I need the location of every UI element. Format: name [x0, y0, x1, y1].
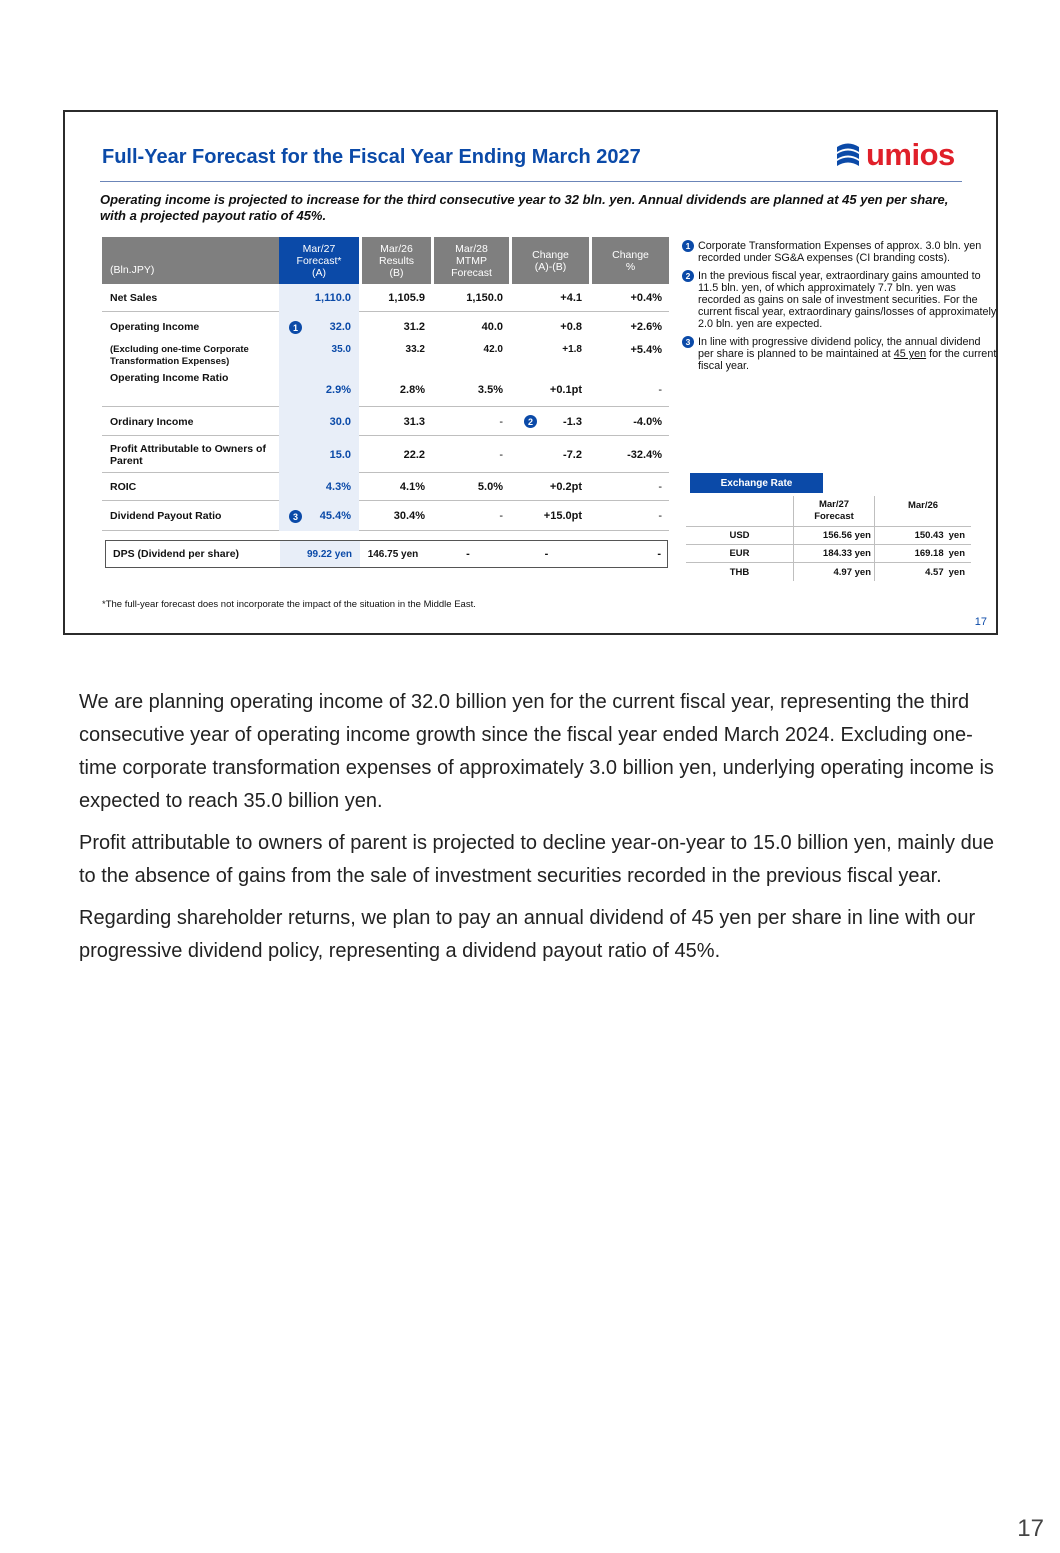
paragraph: Regarding shareholder returns, we plan to pay an annual dividend of 45 yen per share in line with our progressive dividend policy, representing a dividend payout ratio of 45%. [79, 907, 976, 962]
table-row: THB 4.97 yen 4.57 yen [686, 563, 971, 581]
logo-text: umios [866, 136, 955, 172]
table-row: ROIC 4.3% 4.1% 5.0% +0.2pt - [102, 473, 669, 501]
umios-logo-icon [833, 139, 863, 169]
notes [682, 240, 997, 378]
slide-page-number: 17 [974, 616, 987, 628]
forecast-table [102, 237, 669, 531]
paragraph: We are planning operating income of 32.0 billion yen for the current fiscal year, representing the third consecutive year of operating income growth since the fiscal year ended March 2024. Excluding one-time corporate transformation expenses of approximately 3.0 billion yen, underlying operating income is expected to reach 35.0 billion yen. [79, 691, 994, 812]
exchange-rate-title: Exchange Rate [690, 473, 823, 493]
commentary [79, 686, 999, 977]
lead-statement: Operating income is projected to increase for the third consecutive year to 32 bln. yen. Annual dividends are planned at 45 yen per share, with a projected payout ratio of 45%. [100, 192, 949, 223]
table-row: (Excluding one-time Corporate Transformation Expenses) 35.0 33.2 42.0 +1.8 +5.4% [102, 342, 669, 372]
slide-title: Full-Year Forecast for the Fiscal Year Ending March 2027 [102, 146, 641, 168]
note-marker-3: 3 [289, 510, 302, 523]
note-number-3: 3 [682, 336, 694, 348]
table-header [102, 237, 669, 284]
note-1: 1 Corporate Transformation Expenses of approx. 3.0 bln. yen recorded under SG&A expenses (CI branding costs). [682, 240, 997, 264]
dps-row: DPS (Dividend per share) 99.22 yen 146.75 yen - - - [105, 540, 668, 568]
note-2: 2 In the previous fiscal year, extraordinary gains amounted to 11.5 bln. yen, of which approximately 7.7 bln. yen was recorded as gains on sale of investment securities. For the current fiscal year, extraordinary gains/losses of approximately 2.0 bln. yen are expected. [682, 270, 997, 330]
table-row: Operating Income 1 32.0 31.2 40.0 +0.8 +2.6% [102, 312, 669, 342]
table-row: Ordinary Income 30.0 31.3 - 2 -1.3 -4.0% [102, 407, 669, 436]
title-divider [100, 181, 962, 182]
slide [63, 110, 998, 635]
header-mar26: Mar/26 Results (B) [362, 237, 431, 284]
header-change-pct: Change % [592, 237, 669, 284]
table-row: Dividend Payout Ratio 3 45.4% 30.4% - +15.0pt - [102, 501, 669, 531]
exchange-rate-table [686, 496, 971, 581]
header-mar27: Mar/27 Forecast* (A) [279, 237, 359, 284]
header-change: Change (A)-(B) [512, 237, 589, 284]
table-row: Operating Income Ratio 2.9% 2.8% 3.5% +0.1pt - [102, 372, 669, 407]
note-number-1: 1 [682, 240, 694, 252]
note-marker-2: 2 [524, 415, 537, 428]
exchange-header: Mar/27 Forecast Mar/26 [686, 496, 971, 527]
table-row: Net Sales 1,110.0 1,105.9 1,150.0 +4.1 +0.4% [102, 284, 669, 312]
table-row: EUR 184.33 yen 169.18 yen [686, 545, 971, 563]
unit-header: (Bln.JPY) [102, 237, 279, 284]
paragraph: Profit attributable to owners of parent is projected to decline year-on-year to 15.0 billion yen, mainly due to the absence of gains from the sale of investment securities recorded in the previous fiscal year. [79, 832, 994, 887]
note-marker-1: 1 [289, 321, 302, 334]
header-mar28: Mar/28 MTMP Forecast [434, 237, 509, 284]
footnote: *The full-year forecast does not incorporate the impact of the situation in the Middle East. [102, 599, 476, 610]
table-row: Profit Attributable to Owners of Parent 15.0 22.2 - -7.2 -32.4% [102, 436, 669, 473]
note-3: 3 In line with progressive dividend policy, the annual dividend per share is planned to be maintained at 45 yen for the current fiscal year. [682, 336, 997, 372]
logo [833, 136, 973, 172]
page-number: 17 [1017, 1515, 1044, 1542]
note-number-2: 2 [682, 270, 694, 282]
table-row: USD 156.56 yen 150.43 yen [686, 527, 971, 545]
